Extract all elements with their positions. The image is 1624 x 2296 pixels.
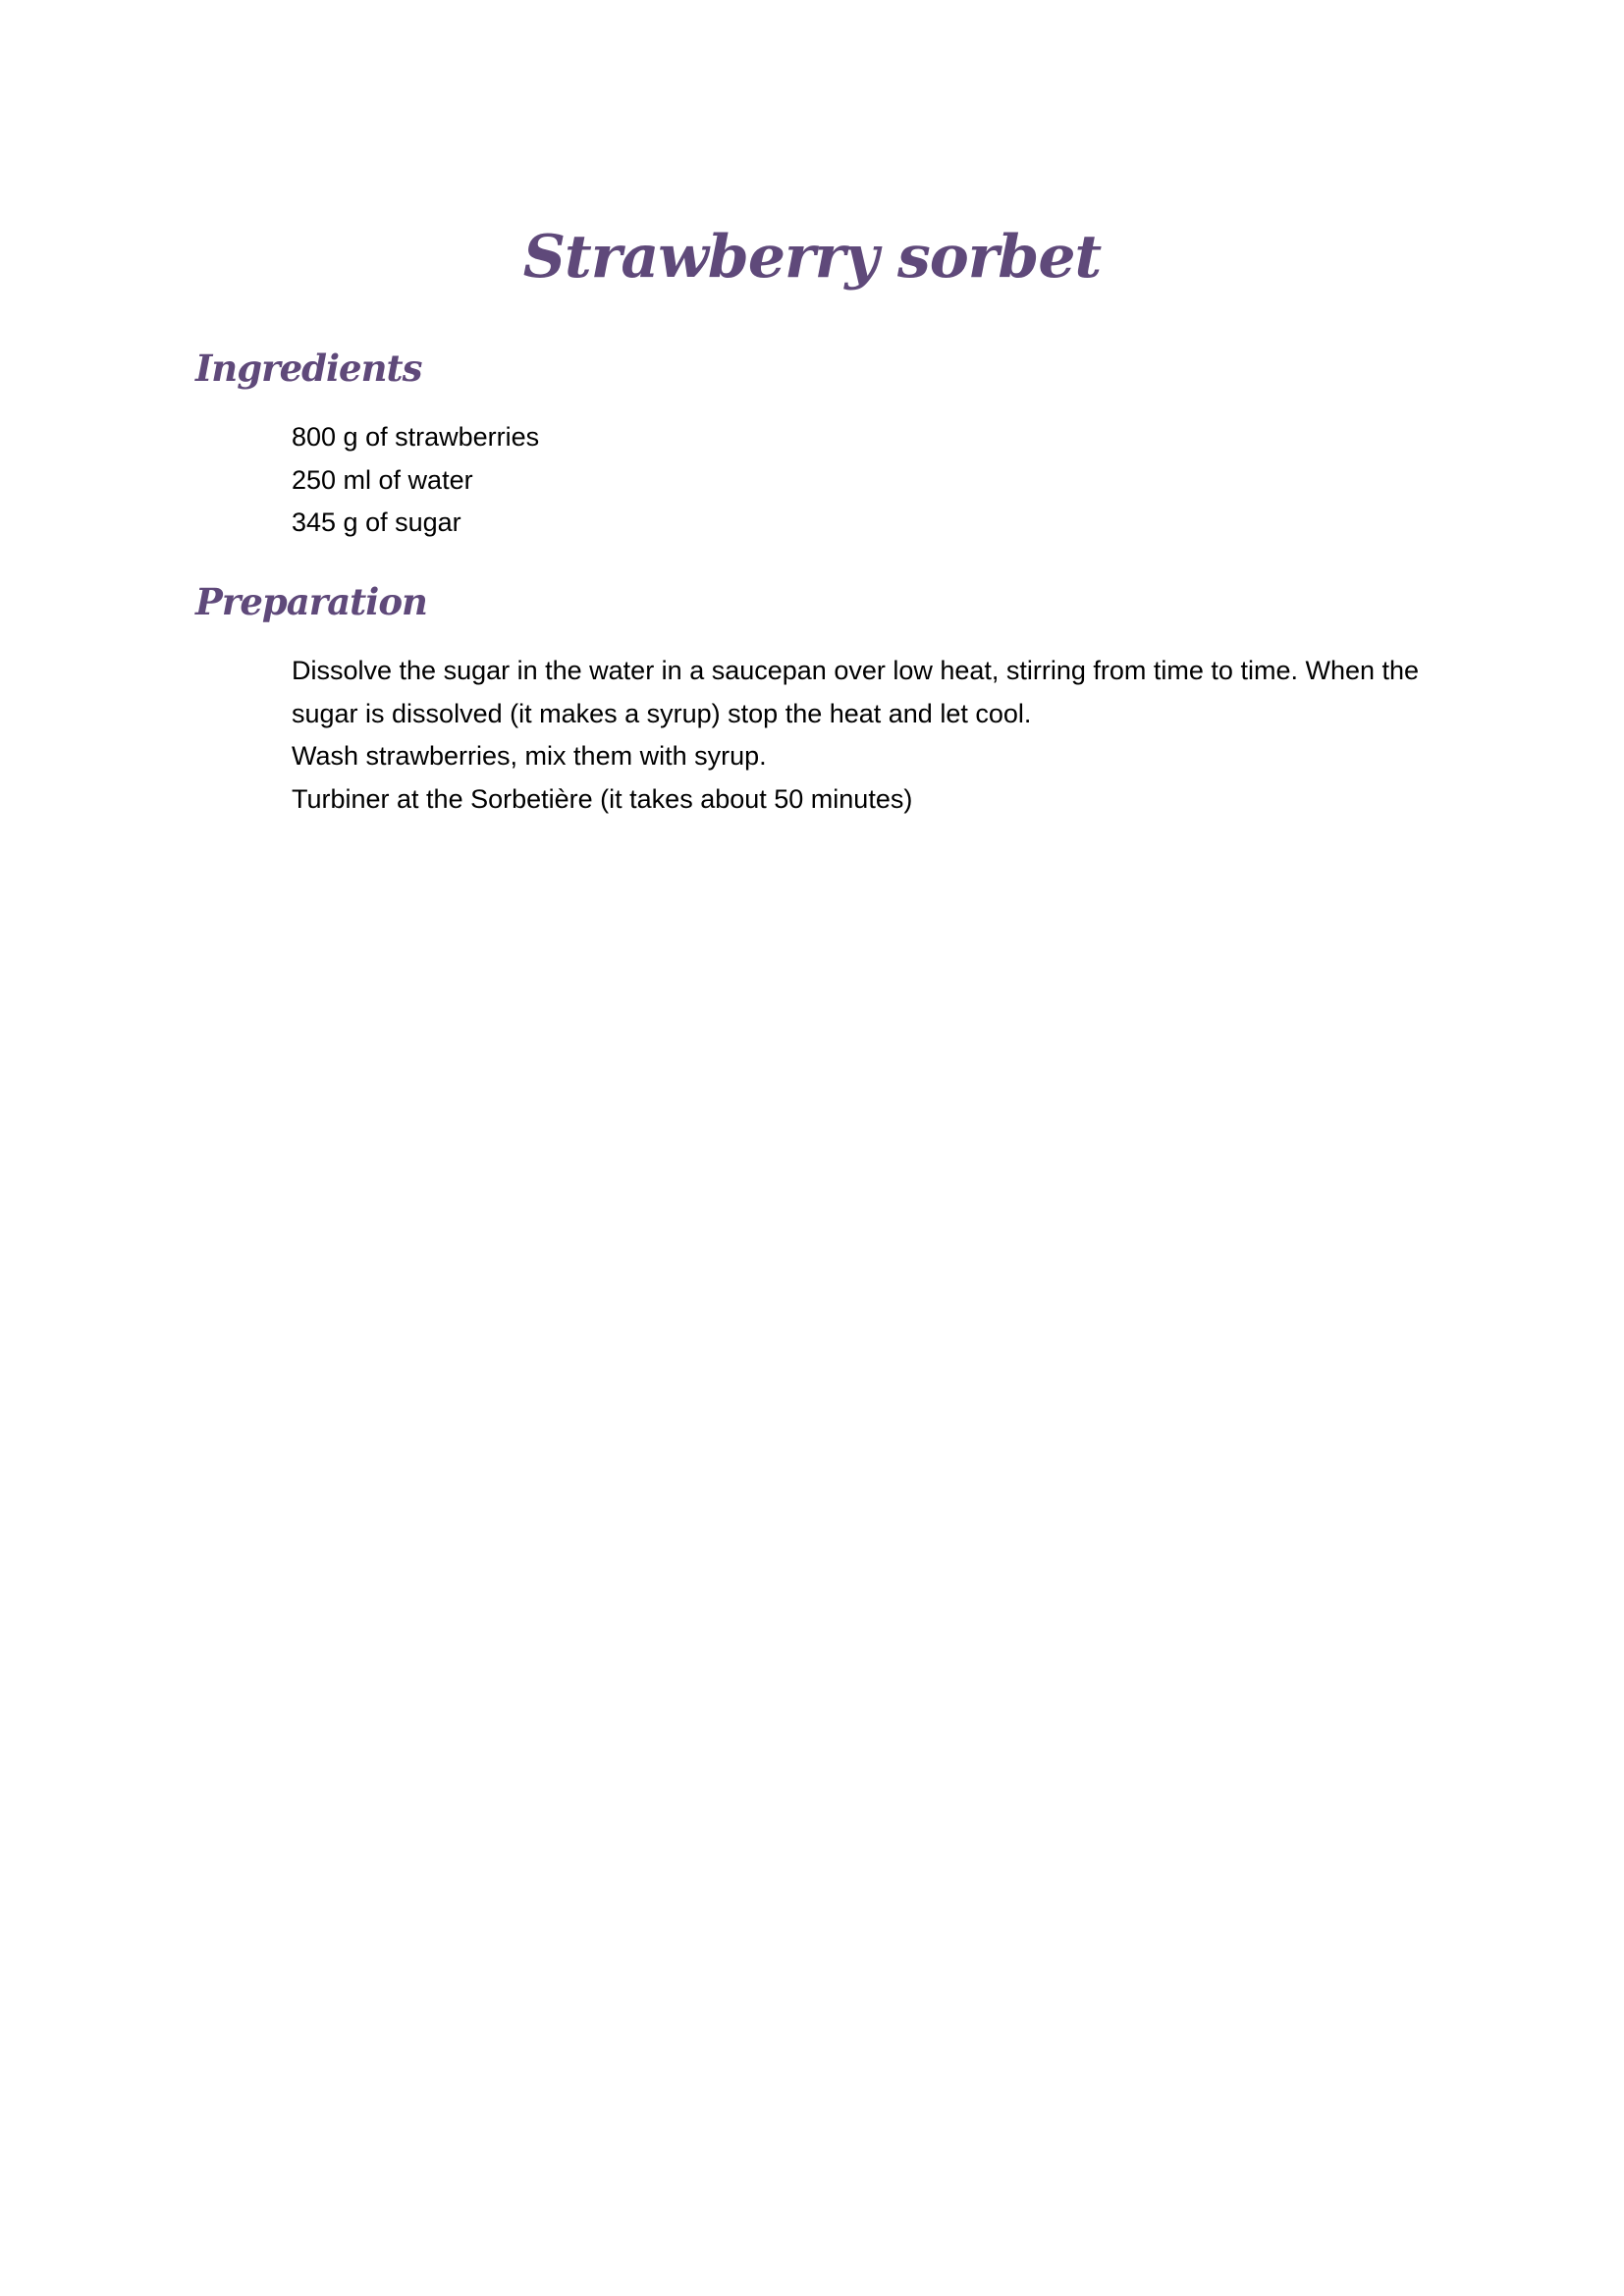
ingredient-item: 800 g of strawberries (292, 422, 540, 452)
preparation-heading: Preparation (195, 580, 427, 623)
ingredients-list (292, 416, 1450, 545)
page-title: Strawberry sorbet (522, 223, 1102, 292)
preparation-step: Turbiner at the Sorbetière (it takes about 50 minutes) (292, 783, 913, 814)
ingredients-heading: Ingredients (195, 347, 422, 390)
ingredient-item: 345 g of sugar (292, 507, 461, 537)
preparation-step: Dissolve the sugar in the water in a saucepan over low heat, stirring from time to time. When the sugar is dissolved (it makes a syrup) stop the heat and let cool. (292, 656, 1420, 728)
ingredient-item: 250 ml of water (292, 464, 473, 495)
preparation-steps (292, 650, 1450, 821)
preparation-step: Wash strawberries, mix them with syrup. (292, 741, 767, 771)
